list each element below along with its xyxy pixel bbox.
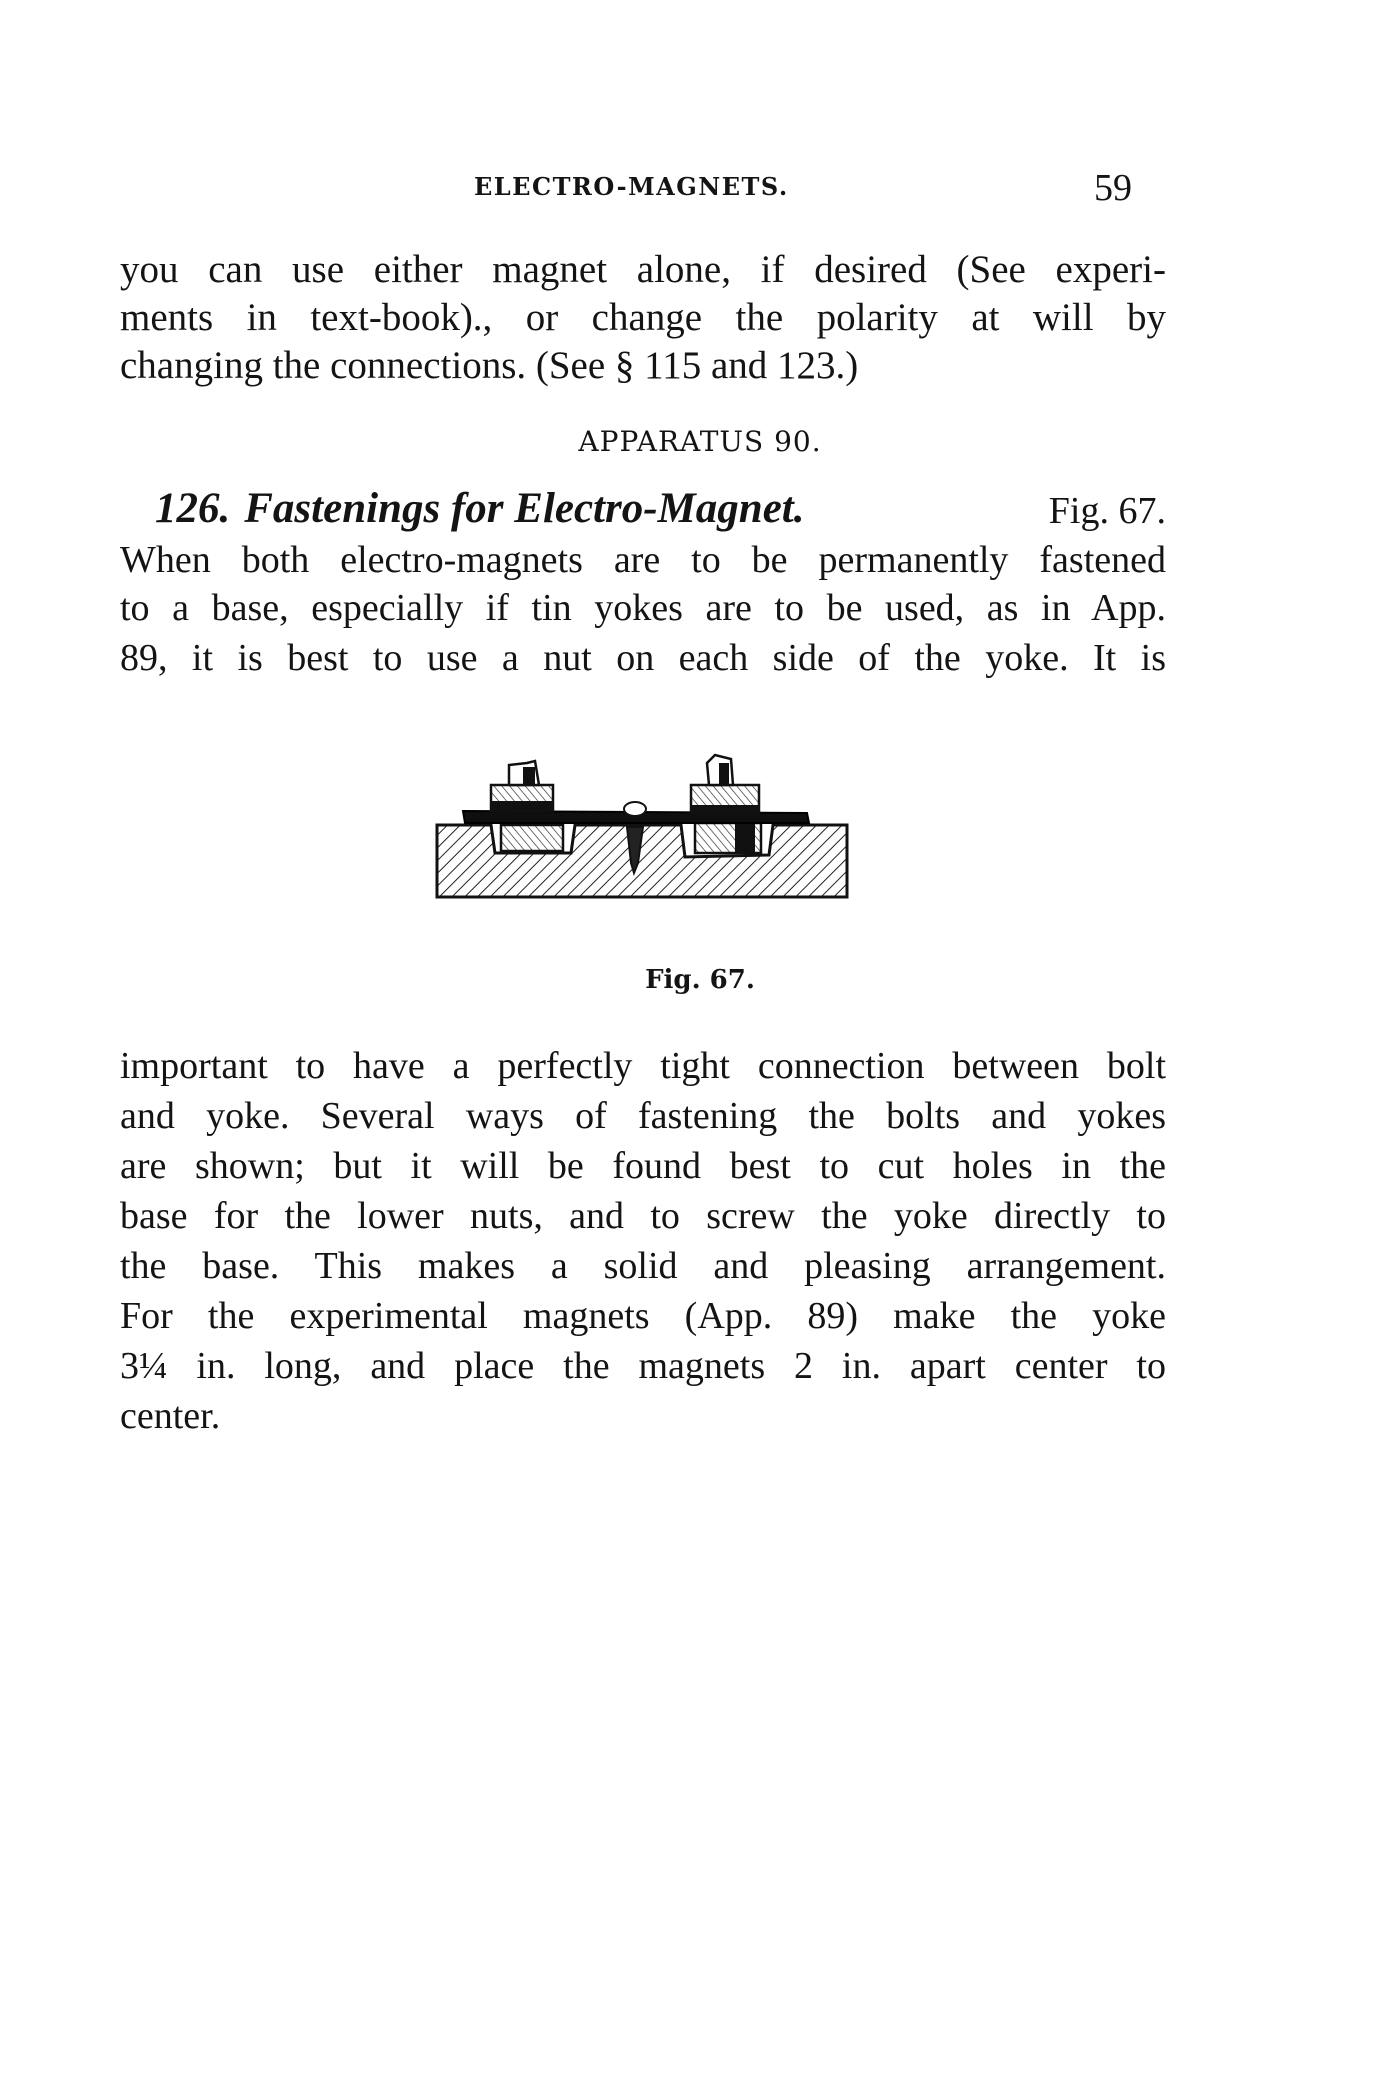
text-line: to a base, especially if tin yokes are to be used, as in App. <box>120 587 1166 629</box>
text-line: and yoke. Several ways of fastening the bolts and yokes <box>120 1095 1166 1137</box>
figure-reference: Fig. 67. <box>1048 490 1166 532</box>
text-line: For the experimental magnets (App. 89) make the yoke <box>120 1295 1166 1337</box>
lower-nut-left <box>501 825 563 851</box>
text-line: 3¼ in. long, and place the magnets 2 in. apart center to <box>120 1345 1166 1387</box>
text-line: important to have a perfectly tight connection between bolt <box>120 1045 1166 1087</box>
figure-67-illustration <box>435 735 855 905</box>
figure-caption: Fig. 67. <box>645 965 755 995</box>
text-line: center. <box>120 1395 221 1437</box>
text-line: ments in text-book)., or change the polarity at will by <box>120 296 1166 339</box>
article-title: Fastenings for Electro-Magnet. <box>244 485 805 532</box>
article-heading <box>155 485 1166 533</box>
text-line: are shown; but it will be found best to cut holes in the <box>120 1145 1166 1187</box>
article-number: 126. <box>155 485 231 532</box>
text-line: changing the connections. (See § 115 and 123.) <box>120 344 859 387</box>
text-line: the base. This makes a solid and pleasing arrangement. <box>120 1245 1166 1287</box>
page-number: 59 <box>1094 167 1132 209</box>
section-heading: APPARATUS 90. <box>578 425 822 458</box>
text-line: When both electro-magnets are to be permanently fastened <box>120 539 1166 581</box>
text-line: you can use either magnet alone, if desired (See experi- <box>120 248 1166 291</box>
text-line: base for the lower nuts, and to screw the yoke directly to <box>120 1195 1166 1237</box>
text-line: 89, it is best to use a nut on each side of the yoke. It is <box>120 637 1166 679</box>
running-head <box>0 167 1400 212</box>
running-title: ELECTRO-MAGNETS. <box>474 172 789 201</box>
